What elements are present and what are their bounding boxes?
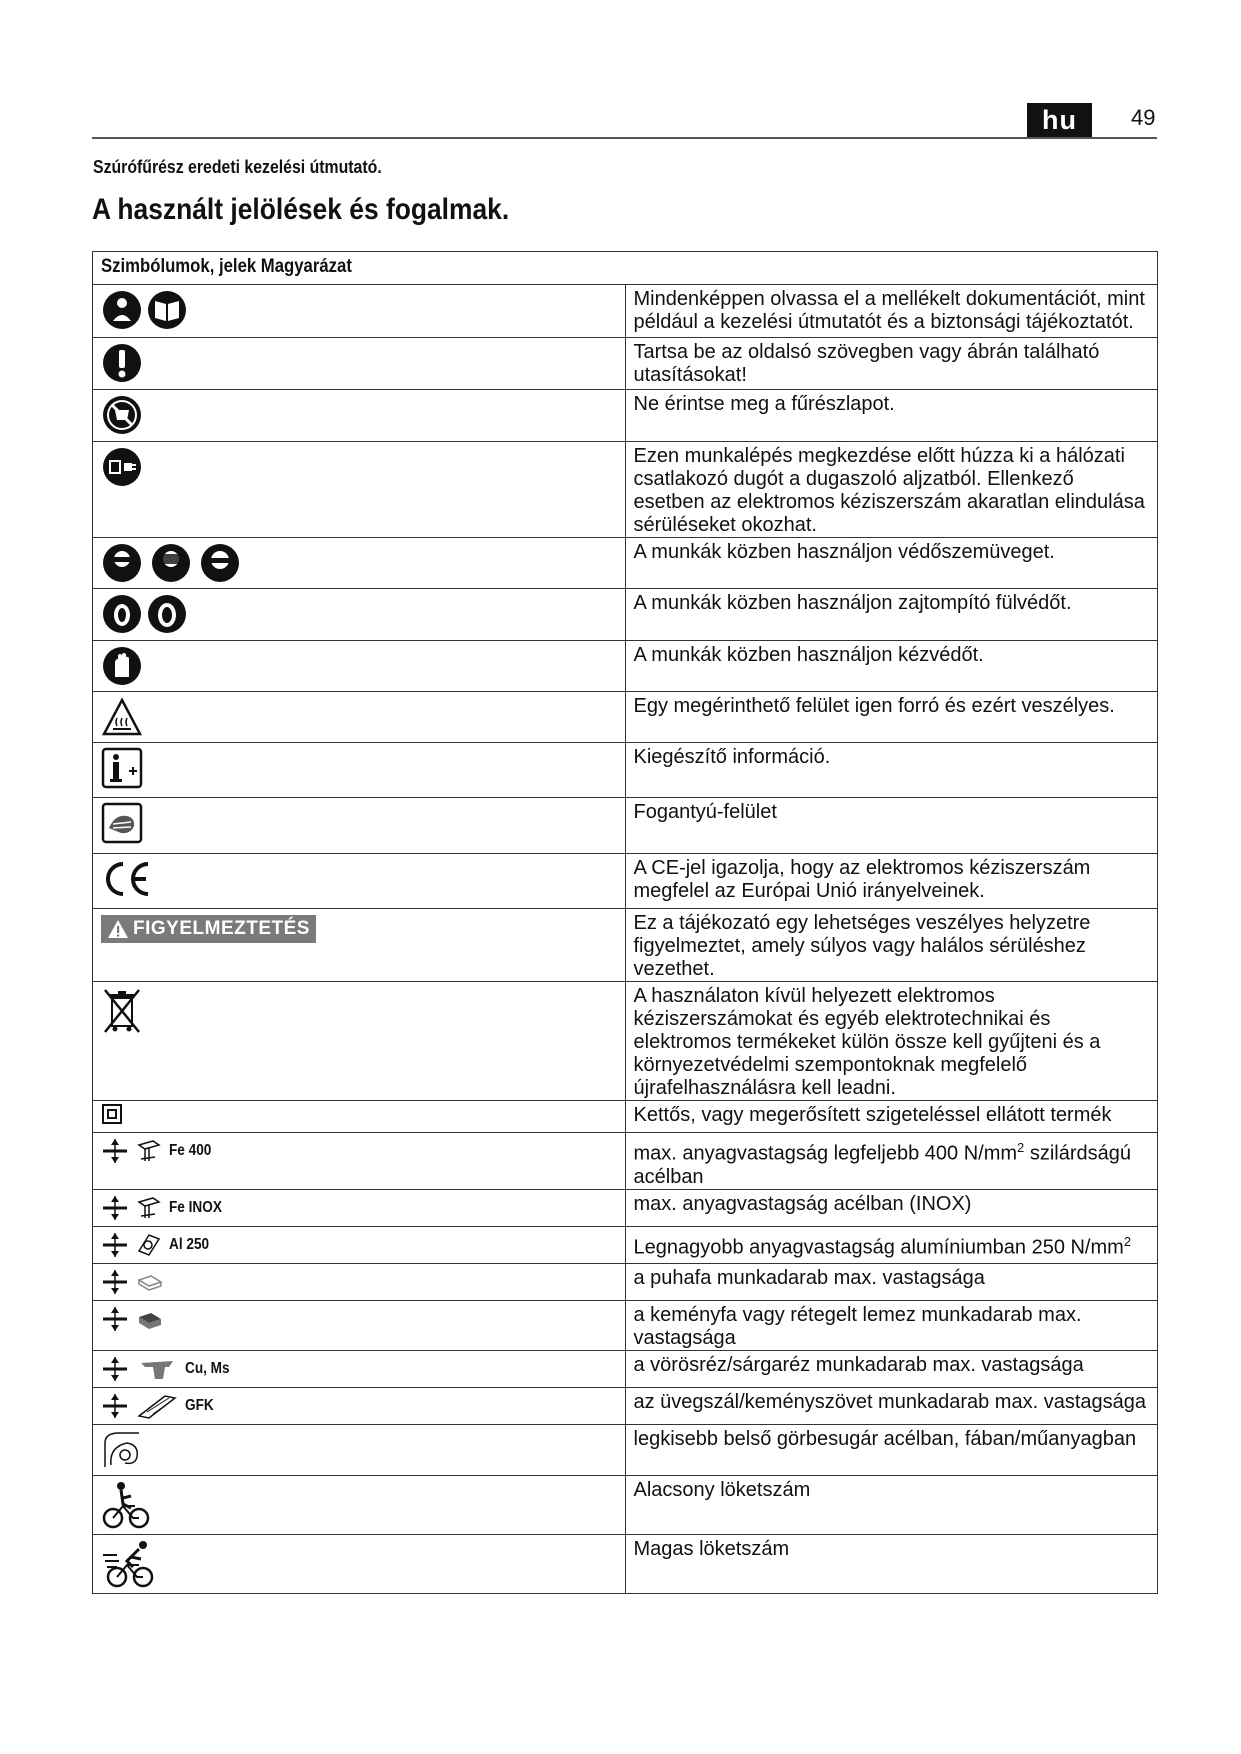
table-row [93, 1189, 1158, 1226]
eye-protection-icon [101, 542, 241, 584]
table-row [93, 1133, 1158, 1190]
table-row [93, 538, 1158, 589]
table-row [93, 1387, 1158, 1424]
steel-icon [135, 1137, 163, 1165]
language-badge: hu [1027, 103, 1092, 137]
table-row [93, 1226, 1158, 1263]
table-row [93, 285, 1158, 338]
copper-brass-icon [135, 1355, 179, 1383]
material-label: Fe INOX [169, 1198, 222, 1216]
warning-triangle-icon [107, 919, 129, 939]
unplug-icon [101, 446, 143, 488]
hardwood-icon [135, 1305, 163, 1333]
stainless-steel-icon [135, 1194, 163, 1222]
table-row [93, 743, 1158, 798]
symbols-table [92, 251, 1158, 1594]
table-row [93, 641, 1158, 692]
thickness-icon [101, 1194, 129, 1222]
do-not-touch-blade-icon [101, 394, 143, 436]
row-text: Kettős, vagy megerősített szigeteléssel ellátott termék [625, 1101, 1158, 1133]
row-text-continued: szilárdságú acélban [633, 1142, 1131, 1188]
material-label: Cu, Ms [185, 1359, 230, 1377]
material-label: Fe 400 [169, 1142, 212, 1159]
row-text: Mindenképpen olvassa el a mellékelt dokumentációt, mint például a kezelési útmutatót és a biztonsági tájékoztatót. [625, 285, 1158, 338]
read-instructions-icon [101, 289, 191, 331]
thickness-icon [101, 1137, 129, 1165]
table-row [93, 390, 1158, 442]
header-rule [92, 137, 1157, 139]
table-row [93, 1424, 1158, 1475]
ce-mark-icon [101, 858, 153, 900]
thickness-icon [101, 1305, 129, 1333]
row-text: legkisebb belső görbesugár acélban, fában/műanyagban [625, 1424, 1158, 1475]
row-text: Ezen munkalépés megkezdése előtt húzza ki a hálózati csatlakozó dugót a dugaszoló aljzatból. Ellenkező esetben az elektromos kéziszerszám akaratlan elindulása sérüléseket okozhat. [625, 442, 1158, 538]
row-text-superscript: 2 [1123, 1233, 1132, 1249]
softwood-icon [135, 1268, 163, 1296]
row-text: Ez a tájékozató egy lehetséges veszélyes helyzetre figyelmeztet, amely súlyos vagy halálos sérüléshez vezethet. [625, 909, 1158, 982]
material-label: Al 250 [169, 1235, 210, 1253]
row-text [625, 1226, 1158, 1263]
row-text: Alacsony löketszám [625, 1475, 1158, 1534]
low-stroke-rate-icon [101, 1480, 151, 1530]
page-title: A használt jelölések és fogalmak. [92, 193, 510, 226]
table-row [93, 442, 1158, 538]
table-row [93, 1300, 1158, 1350]
table-row [93, 1534, 1158, 1593]
row-text: Egy megérinthető felület igen forró és ezért veszélyes. [625, 692, 1158, 743]
double-insulation-icon [101, 1103, 123, 1125]
table-row [93, 692, 1158, 743]
row-text-main: max. anyagvastagság legfeljebb 400 N/mm [633, 1142, 1018, 1165]
row-text-superscript: 2 [1017, 1140, 1025, 1155]
table-header-cell [93, 252, 1158, 285]
hand-protection-icon [101, 645, 143, 687]
page-number: 49 [1131, 105, 1156, 130]
table-row [93, 982, 1158, 1101]
table-row [93, 854, 1158, 909]
table-row [93, 1263, 1158, 1300]
table-row [93, 798, 1158, 854]
row-text: a keményfa vagy rétegelt lemez munkadarab max. vastagsága [625, 1300, 1158, 1350]
table-header-row [93, 252, 1158, 285]
material-label: GFK [185, 1396, 214, 1414]
thickness-icon [101, 1355, 129, 1383]
table-row [93, 338, 1158, 390]
grip-surface-icon [101, 802, 143, 844]
thickness-icon [101, 1231, 129, 1259]
row-text: Ne érintse meg a fűrészlapot. [625, 390, 1158, 442]
row-text: A munkák közben használjon védőszemüveget. [625, 538, 1158, 589]
info-icon [101, 747, 143, 789]
warning-badge [101, 915, 316, 943]
table-row [93, 1475, 1158, 1534]
hot-surface-icon [101, 696, 143, 738]
table-row [93, 909, 1158, 982]
curve-radius-icon [101, 1429, 143, 1471]
ear-protection-icon [101, 593, 191, 635]
row-text: Fogantyú-felület [625, 798, 1158, 854]
row-text: A használaton kívül helyezett elektromos kéziszerszámokat és egyéb elektrotechnikai és elektromos termékeket külön össze kell gyűjteni és a környezetvédelmi szempontoknak megfelelő újrafelhasználásra kell leadni. [625, 982, 1158, 1101]
row-text [625, 1133, 1158, 1190]
warning-badge-label: FIGYELMEZTETÉS [133, 918, 310, 939]
thickness-icon [101, 1268, 129, 1296]
attention-icon [101, 342, 143, 384]
row-text: Magas löketszám [625, 1534, 1158, 1593]
row-text-main: Legnagyobb anyagvastagság alumíniumban 250 N/mm [633, 1236, 1124, 1259]
row-text: A CE-jel igazolja, hogy az elektromos kéziszerszám megfelel az Európai Unió irányelveinek. [625, 854, 1158, 909]
high-stroke-rate-icon [101, 1539, 157, 1589]
row-text: max. anyagvastagság acélban (INOX) [625, 1189, 1158, 1226]
row-text: az üvegszál/keményszövet munkadarab max. vastagsága [625, 1387, 1158, 1424]
row-text: a puhafa munkadarab max. vastagsága [625, 1263, 1158, 1300]
row-text: Kiegészítő információ. [625, 743, 1158, 798]
table-row [93, 1350, 1158, 1387]
row-text: a vörösréz/sárgaréz munkadarab max. vastagsága [625, 1350, 1158, 1387]
table-row [93, 589, 1158, 641]
weee-bin-icon [101, 986, 143, 1036]
row-text: Tartsa be az oldalsó szövegben vagy ábrán található utasításokat! [625, 338, 1158, 390]
document-subtitle: Szúrófűrész eredeti kezelési útmutató. [93, 157, 382, 177]
fiberglass-icon [135, 1392, 179, 1420]
table-row [93, 1101, 1158, 1133]
table-header-text: Szimbólumok, jelek Magyarázat [101, 256, 352, 277]
thickness-icon [101, 1392, 129, 1420]
row-text: A munkák közben használjon zajtompító fülvédőt. [625, 589, 1158, 641]
row-text: A munkák közben használjon kézvédőt. [625, 641, 1158, 692]
aluminium-icon [135, 1231, 163, 1259]
